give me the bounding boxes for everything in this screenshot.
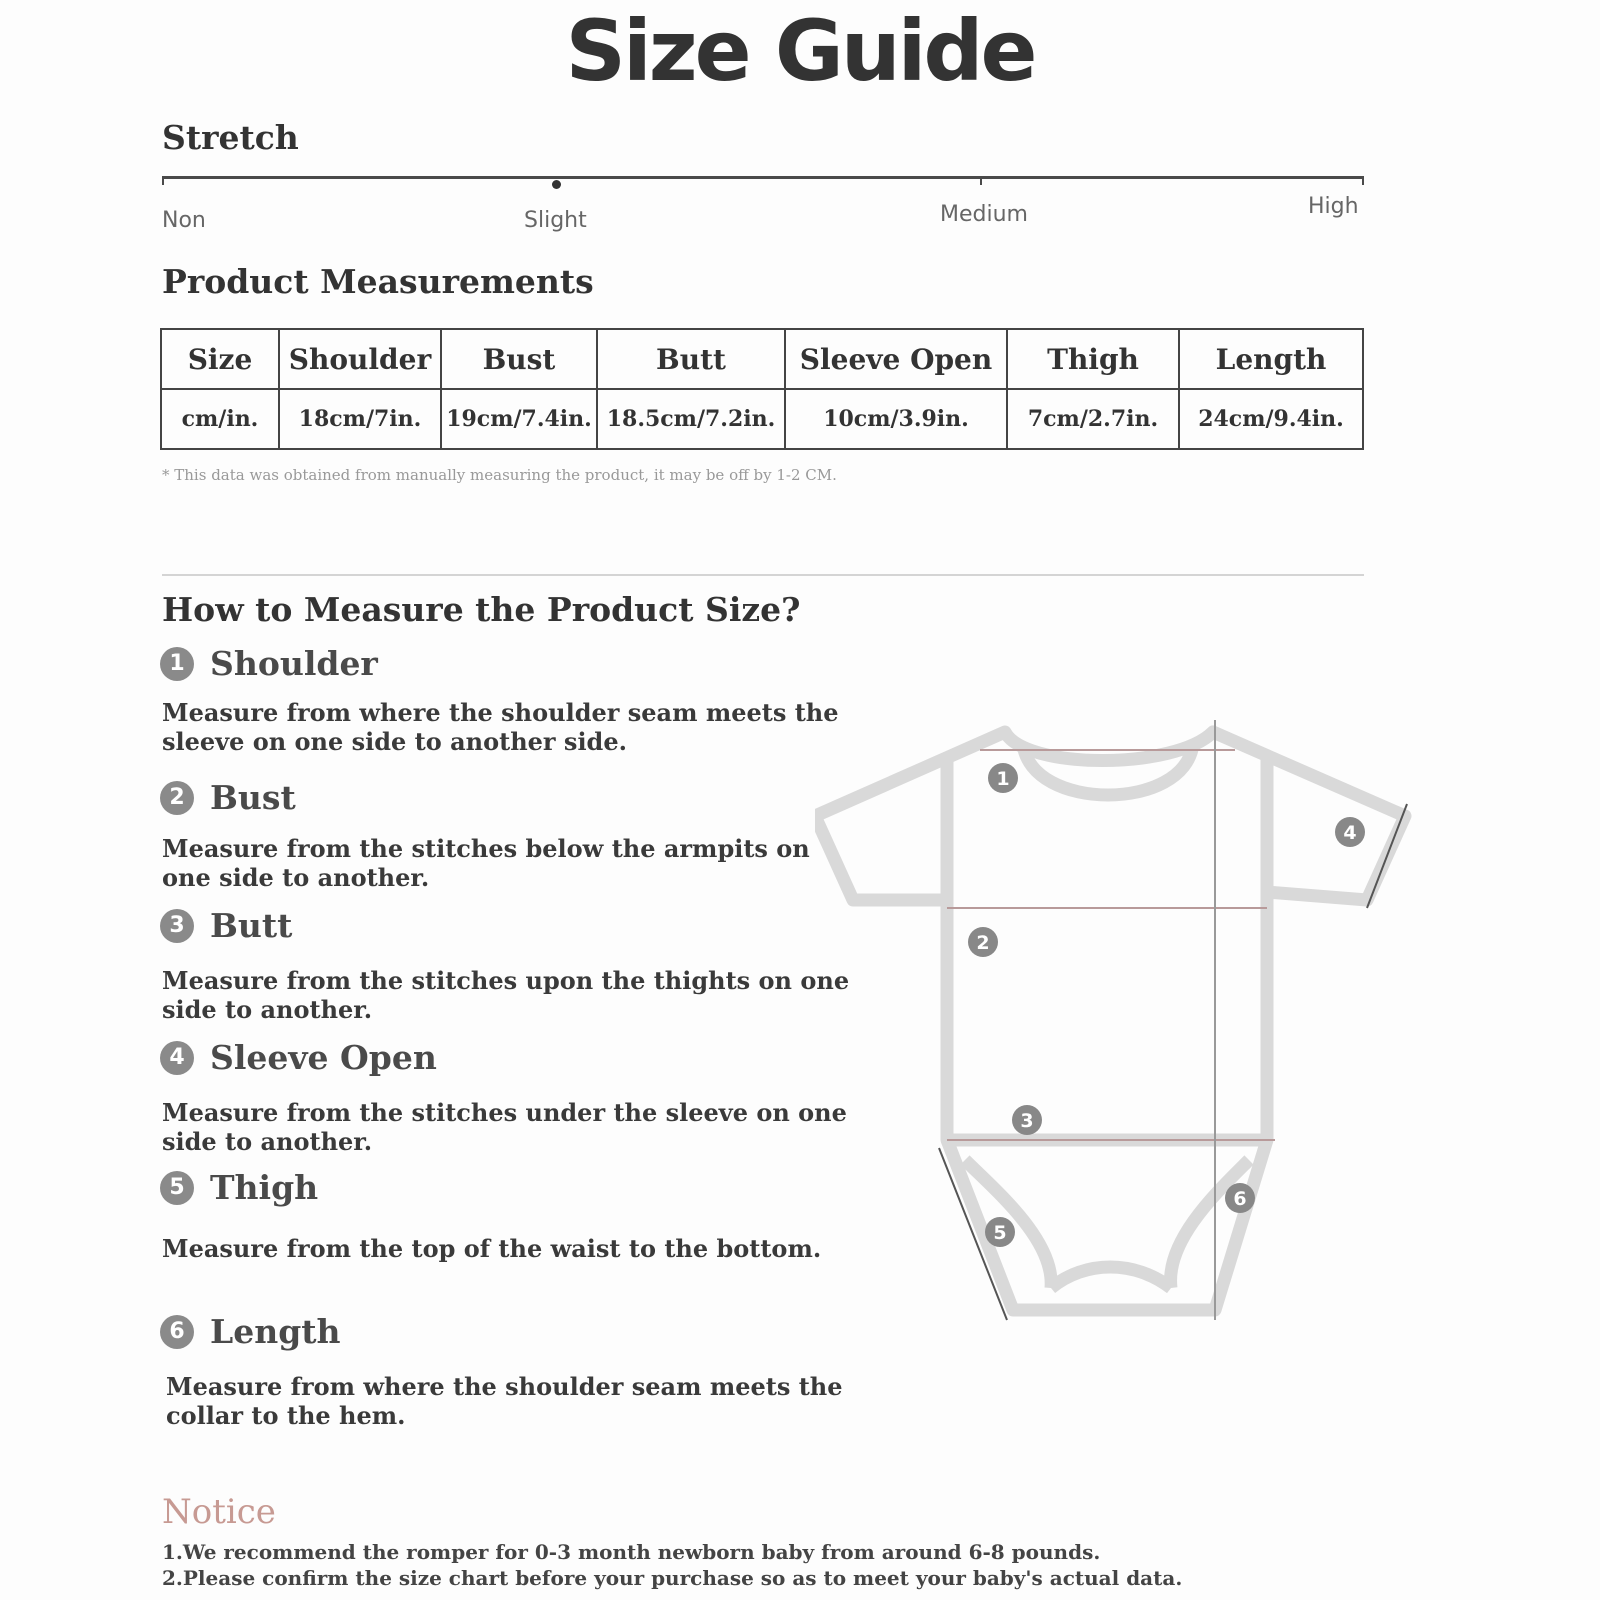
marker-sleeve-open bbox=[1335, 817, 1365, 847]
stretch-tick-medium bbox=[980, 176, 982, 185]
cell-sleeve-open: 10cm/3.9in. bbox=[785, 389, 1007, 449]
step-name: Thigh bbox=[210, 1168, 319, 1207]
section-divider bbox=[162, 574, 1364, 576]
marker-butt bbox=[1012, 1105, 1042, 1135]
step-thigh-desc: Measure from the top of the waist to the bottom. bbox=[162, 1234, 822, 1263]
page-title: Size Guide bbox=[565, 2, 1035, 100]
step-number-badge: 2 bbox=[160, 781, 194, 815]
stretch-label-non: Non bbox=[162, 208, 206, 233]
notice-line-2: 2.Please confirm the size chart before your purchase so as to meet your baby's actual data. bbox=[162, 1566, 1183, 1590]
marker-length bbox=[1225, 1183, 1255, 1213]
step-sleeve-open-heading bbox=[160, 1038, 437, 1077]
header-cell-sleeve-open: Sleeve Open bbox=[785, 329, 1007, 389]
stretch-tick-high bbox=[1362, 176, 1364, 185]
stretch-selected-marker bbox=[552, 180, 561, 189]
stretch-label-slight: Slight bbox=[524, 208, 587, 233]
header-cell-shoulder: Shoulder bbox=[279, 329, 441, 389]
table-row bbox=[161, 389, 1363, 449]
marker-label: 2 bbox=[976, 932, 990, 954]
measurements-heading: Product Measurements bbox=[162, 262, 594, 301]
sleeve-open-measure-line bbox=[1367, 804, 1407, 908]
stretch-scale bbox=[162, 176, 1364, 179]
step-name: Butt bbox=[210, 906, 293, 945]
step-name: Shoulder bbox=[210, 644, 378, 683]
step-butt-heading bbox=[160, 906, 292, 945]
step-number-badge: 5 bbox=[160, 1171, 194, 1205]
how-to-heading: How to Measure the Product Size? bbox=[162, 590, 801, 629]
cell-butt: 18.5cm/7.2in. bbox=[597, 389, 785, 449]
cell-length: 24cm/9.4in. bbox=[1179, 389, 1363, 449]
marker-label: 1 bbox=[996, 768, 1010, 790]
header-cell-size: Size bbox=[161, 329, 279, 389]
step-bust-desc: Measure from the stitches below the armpits on one side to another. bbox=[162, 834, 810, 892]
step-length-heading bbox=[160, 1312, 341, 1351]
step-number-badge: 3 bbox=[160, 909, 194, 943]
marker-label: 6 bbox=[1233, 1188, 1247, 1210]
header-cell-length: Length bbox=[1179, 329, 1363, 389]
stretch-label-medium: Medium bbox=[940, 202, 1028, 227]
step-number-badge: 4 bbox=[160, 1041, 194, 1075]
step-thigh-heading bbox=[160, 1168, 318, 1207]
cell-shoulder: 18cm/7in. bbox=[279, 389, 441, 449]
step-sleeve-open-desc: Measure from the stitches under the sleeve on one side to another. bbox=[162, 1098, 847, 1156]
step-butt-desc: Measure from the stitches upon the thights on one side to another. bbox=[162, 966, 850, 1024]
marker-bust bbox=[968, 927, 998, 957]
stretch-heading: Stretch bbox=[162, 118, 299, 157]
step-number-badge: 6 bbox=[160, 1315, 194, 1349]
romper-outline bbox=[815, 732, 1405, 1310]
measurements-footnote: * This data was obtained from manually measuring the product, it may be off by 1-2 CM. bbox=[162, 466, 837, 484]
cell-bust: 19cm/7.4in. bbox=[441, 389, 597, 449]
marker-shoulder bbox=[988, 763, 1018, 793]
step-name: Sleeve Open bbox=[210, 1038, 437, 1077]
header-cell-butt: Butt bbox=[597, 329, 785, 389]
header-cell-thigh: Thigh bbox=[1007, 329, 1179, 389]
header-cell-bust: Bust bbox=[441, 329, 597, 389]
step-shoulder-heading bbox=[160, 644, 378, 683]
stretch-label-high: High bbox=[1308, 194, 1359, 219]
step-number-badge: 1 bbox=[160, 647, 194, 681]
step-length-desc: Measure from where the shoulder seam meets the collar to the hem. bbox=[166, 1372, 843, 1430]
cell-unit: cm/in. bbox=[161, 389, 279, 449]
table-header-row bbox=[161, 329, 1363, 389]
marker-label: 5 bbox=[993, 1222, 1007, 1244]
cell-thigh: 7cm/2.7in. bbox=[1007, 389, 1179, 449]
notice-line-1: 1.We recommend the romper for 0-3 month newborn baby from around 6-8 pounds. bbox=[162, 1540, 1101, 1564]
marker-label: 3 bbox=[1020, 1110, 1034, 1132]
measurements-table bbox=[160, 328, 1364, 450]
notice-heading: Notice bbox=[162, 1492, 276, 1532]
romper-measurement-diagram bbox=[815, 720, 1445, 1350]
marker-label: 4 bbox=[1343, 822, 1357, 844]
step-name: Length bbox=[210, 1312, 341, 1351]
step-shoulder-desc: Measure from where the shoulder seam meets the sleeve on one side to another side. bbox=[162, 698, 839, 756]
step-name: Bust bbox=[210, 778, 296, 817]
step-bust-heading bbox=[160, 778, 296, 817]
marker-thigh bbox=[985, 1217, 1015, 1247]
stretch-tick-non bbox=[162, 176, 164, 185]
